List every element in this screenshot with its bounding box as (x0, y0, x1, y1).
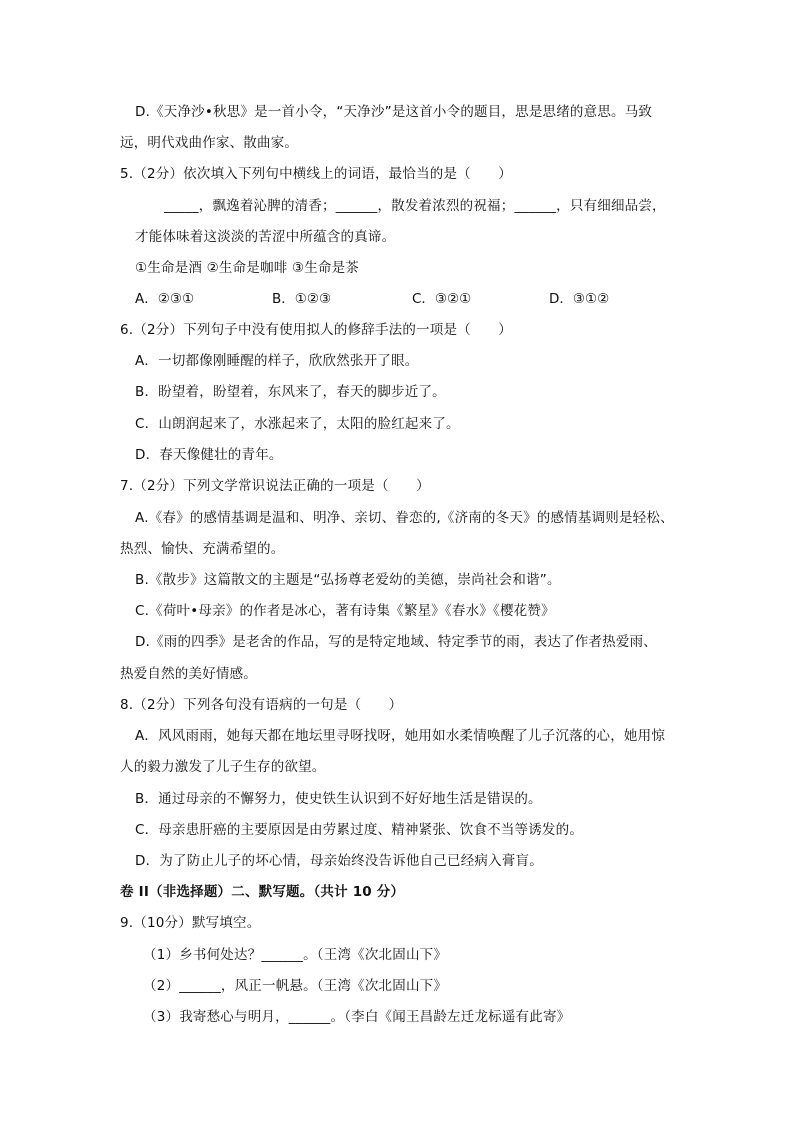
q5-option-a: A．②③① (135, 291, 195, 307)
q9-stem: 9.（10分）默写填空。 (120, 915, 261, 931)
q7-option-d-line2: 热爱自然的美好情感。 (120, 666, 257, 682)
q6-option-c: C．山朗润起来了，水涨起来了，太阳的脸红起来了。 (135, 416, 460, 432)
q6-option-b: B．盼望着，盼望着，东风来了，春天的脚步近了。 (135, 384, 446, 400)
q5-option-c: C．③②① (412, 291, 472, 307)
q7-option-a-line1: A.《春》的感情基调是温和、明净、亲切、眷恋的,《济南的冬天》的感情基调则是轻松、 (135, 510, 674, 526)
q8-stem: 8.（2分）下列各句没有语病的一句是（ ） (120, 697, 403, 713)
q8-option-b: B．通过母亲的不懈努力，使史铁生认识到不好好地生活是错误的。 (135, 791, 542, 807)
q5-option-d: D．③①② (549, 291, 610, 307)
q9-item-2: （2）______，风正一帆悬。（王湾《次北固山下》 (143, 978, 448, 994)
q7-option-d-line1: D.《雨的四季》是老舍的作品，写的是特定地域、特定季节的雨，表达了作者热爱雨、 (135, 634, 657, 650)
q8-option-a-line2: 人的毅力激发了儿子生存的欲望。 (120, 759, 326, 775)
q6-stem: 6.（2分）下列句子中没有使用拟人的修辞手法的一项是（ ） (120, 322, 512, 338)
section-heading: 卷 II（非选择题）二、默写题。（共计 10 分） (120, 884, 405, 900)
q7-option-a-line2: 热烈、愉快、充满希望的。 (120, 541, 285, 557)
q4-option-d-line1: D.《天净沙•秋思》是一首小令，“天净沙”是这首小令的题目，思是思绪的意思。马致 (135, 104, 653, 120)
q7-option-b: B.《散步》这篇散文的主题是“弘扬尊老爱幼的美德，崇尚社会和谐”。 (135, 572, 561, 588)
q9-item-3: （3）我寄愁心与明月，______。（李白《闻王昌龄左迁龙标遥有此寄》 (143, 1009, 571, 1025)
q5-sentence-line2: 才能体味着这淡淡的苦涩中所蕴含的真谛。 (135, 229, 396, 245)
q7-option-c: C.《荷叶•母亲》的作者是冰心，著有诗集《繁星》《春水》《樱花赞》 (135, 603, 555, 619)
q7-stem: 7.（2分）下列文学常识说法正确的一项是（ ） (120, 478, 430, 494)
q9-item-1: （1）乡书何处达？______。（王湾《次北固山下》 (143, 947, 448, 963)
q8-option-d: D．为了防止儿子的坏心情，母亲始终没告诉他自己已经病入膏肓。 (135, 853, 543, 869)
q6-option-a: A．一切都像刚睡醒的样子，欣欣然张开了眼。 (135, 353, 419, 369)
q5-stem: 5.（2分）依次填入下列句中横线上的词语，最恰当的是（ ） (120, 166, 512, 182)
q5-choices: ①生命是酒 ②生命是咖啡 ③生命是茶 (135, 260, 359, 276)
q5-sentence-line1: _____，飘逸着沁脾的清香；______，散发着浓烈的祝福；______，只有细细品尝， (164, 198, 666, 214)
q4-option-d-line2: 远，明代戏曲作家、散曲家。 (120, 135, 299, 151)
q5-option-b: B．①②③ (272, 291, 332, 307)
q8-option-c: C．母亲患肝癌的主要原因是由劳累过度、精神紧张、饮食不当等诱发的。 (135, 822, 584, 838)
q6-option-d: D．春天像健壮的青年。 (135, 447, 283, 463)
q8-option-a-line1: A．风风雨雨，她每天都在地坛里寻呀找呀，她用如水柔情唤醒了儿子沉落的心，她用惊 (135, 728, 666, 744)
